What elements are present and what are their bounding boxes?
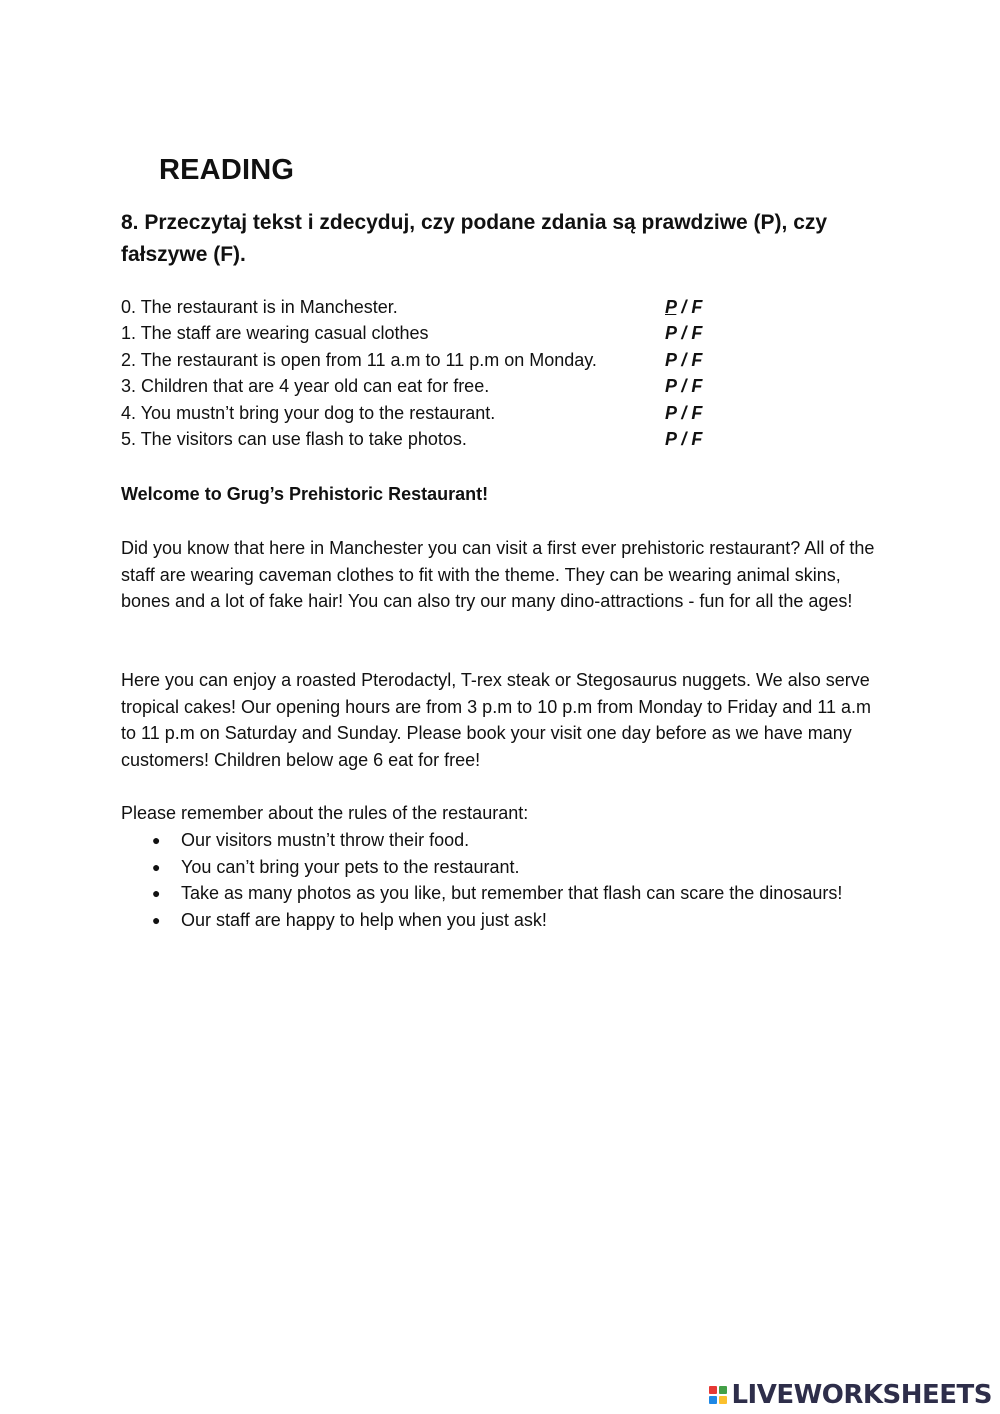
logo-block (719, 1396, 727, 1404)
rule-text: Our staff are happy to help when you just ask! (181, 909, 547, 930)
statement-row (121, 373, 761, 399)
bullet-icon: ● (152, 858, 161, 875)
rule-item (121, 854, 891, 881)
rules-list (121, 827, 891, 933)
option-separator: / (676, 376, 692, 397)
task-instruction: 8. Przeczytaj tekst i zdecyduj, czy podane zdania są prawdziwe (P), czy fałszywe (F). (121, 211, 828, 266)
logo-blocks-icon (709, 1386, 727, 1404)
rule-text: Take as many photos as you like, but remember that flash can scare the dinosaurs! (181, 883, 843, 903)
article-title: Welcome to Grug’s Prehistoric Restaurant! (121, 484, 489, 504)
logo-block (709, 1386, 717, 1394)
statement-row (121, 426, 761, 452)
statement-text: 2. The restaurant is open from 11 a.m to 11 p.m on Monday. (121, 349, 597, 370)
statement-row (121, 347, 761, 373)
rule-item (121, 827, 891, 854)
statement-text: 3. Children that are 4 year old can eat for free. (121, 376, 490, 397)
article-paragraph: Here you can enjoy a roasted Pterodactyl, T-rex steak or Stegosaurus nuggets. We also serve tropical cakes! Our opening hours are from 3 p.m to 10 p.m from Monday to Friday and 11 a.m to 11 p.m on Saturday and Sunday. Please book your visit one day before as we have many customers! Children below age 6 eat for free! (121, 670, 872, 770)
answer-choice[interactable] (665, 426, 702, 452)
option-p[interactable]: P (665, 297, 677, 317)
option-p[interactable]: P (665, 323, 677, 344)
bullet-icon: ● (152, 911, 161, 928)
statement-text: 4. You mustn’t bring your dog to the restaurant. (121, 402, 496, 423)
statement-row (121, 320, 761, 346)
rule-item (121, 880, 891, 907)
option-f[interactable]: F (691, 349, 703, 370)
option-f[interactable]: F (691, 323, 703, 344)
option-separator: / (676, 323, 692, 344)
logo-block (719, 1386, 727, 1394)
option-p[interactable]: P (665, 376, 677, 397)
statement-text: 1. The staff are wearing casual clothes (121, 323, 429, 344)
answer-choice[interactable] (665, 294, 702, 320)
answer-choice[interactable] (665, 373, 702, 399)
option-f[interactable]: F (691, 297, 703, 317)
option-p[interactable]: P (665, 402, 677, 423)
logo-text: LIVEWORKSHEETS (731, 1380, 992, 1410)
option-f[interactable]: F (691, 376, 703, 397)
liveworksheets-logo[interactable] (709, 1380, 992, 1410)
rule-text: Our visitors mustn’t throw their food. (181, 830, 470, 850)
answer-choice[interactable] (665, 320, 702, 346)
bullet-icon: ● (152, 832, 161, 848)
statement-text: 5. The visitors can use flash to take photos. (121, 428, 467, 449)
option-separator: / (676, 402, 692, 423)
rules-intro: Please remember about the rules of the restaurant: (121, 803, 529, 823)
option-p[interactable]: P (665, 428, 677, 449)
statement-row (121, 294, 761, 320)
option-separator: / (676, 297, 692, 317)
page-heading: READING (159, 154, 295, 186)
bullet-icon: ● (152, 885, 161, 901)
answer-choice[interactable] (665, 400, 702, 426)
option-f[interactable]: F (691, 402, 703, 423)
rule-text: You can’t bring your pets to the restaurant. (181, 856, 520, 877)
option-separator: / (676, 349, 692, 370)
logo-block (709, 1396, 717, 1404)
article-paragraph: Did you know that here in Manchester you can visit a first ever prehistoric restaurant? All of the staff are wearing caveman clothes to fit with the theme. They can be wearing animal skins, bones and a lot of fake hair! You can also try our many dino-attractions - fun for all the ages! (121, 538, 875, 611)
statement-text: 0. The restaurant is in Manchester. (121, 297, 398, 317)
option-f[interactable]: F (691, 428, 703, 449)
option-p[interactable]: P (665, 349, 677, 370)
option-separator: / (676, 428, 692, 449)
rule-item (121, 907, 891, 934)
answer-choice[interactable] (665, 347, 702, 373)
statement-row (121, 400, 761, 426)
statement-list (121, 294, 761, 452)
